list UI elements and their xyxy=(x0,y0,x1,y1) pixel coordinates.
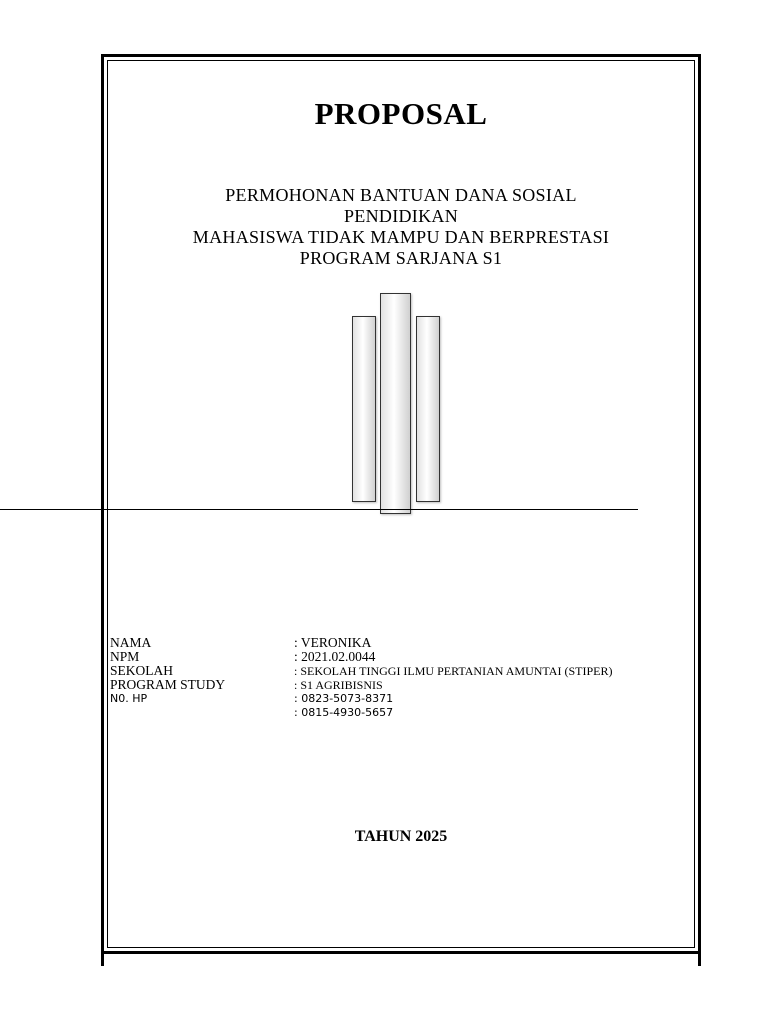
document-year: TAHUN 2025 xyxy=(354,828,448,845)
program-value: : S1 AGRIBISNIS xyxy=(294,678,383,692)
program-label: PROGRAM STUDY xyxy=(110,677,226,692)
document-subtitle xyxy=(101,185,701,269)
identity-block xyxy=(110,636,690,720)
hp-label: N0. HP xyxy=(110,692,148,705)
subtitle-line-4: PROGRAM SARJANA S1 xyxy=(299,248,503,268)
horizontal-divider xyxy=(0,509,638,510)
identity-row-nama xyxy=(110,636,690,650)
subtitle-line-3: MAHASISWA TIDAK MAMPU DAN BERPRESTASI xyxy=(192,227,610,247)
hp-value: : 0823-5073-8371 xyxy=(294,692,394,705)
identity-row-npm xyxy=(110,650,690,664)
border-tick-left xyxy=(101,952,104,966)
sekolah-value: : SEKOLAH TINGGI ILMU PERTANIAN AMUNTAI (STIPER) xyxy=(294,664,613,678)
hp2-label xyxy=(110,706,294,720)
identity-row-program xyxy=(110,678,690,692)
nama-value: : VERONIKA xyxy=(294,635,372,650)
subtitle-line-2: PENDIDIKAN xyxy=(344,206,458,226)
subtitle-line-1: PERMOHONAN BANTUAN DANA SOSIAL xyxy=(225,185,577,205)
npm-value: : 2021.02.0044 xyxy=(294,649,376,664)
sekolah-label: SEKOLAH xyxy=(110,663,173,678)
emblem-pillar-right xyxy=(416,316,440,502)
npm-label: NPM xyxy=(110,649,140,664)
nama-label: NAMA xyxy=(110,635,152,650)
identity-row-sekolah xyxy=(110,664,690,678)
emblem-pillar-left xyxy=(352,316,376,502)
border-tick-right xyxy=(698,952,701,966)
identity-row-hp2 xyxy=(110,706,690,720)
document-title: PROPOSAL xyxy=(314,96,488,131)
hp2-value: : 0815-4930-5657 xyxy=(294,706,394,719)
emblem-pillar-center xyxy=(380,293,411,514)
identity-row-hp xyxy=(110,692,690,706)
